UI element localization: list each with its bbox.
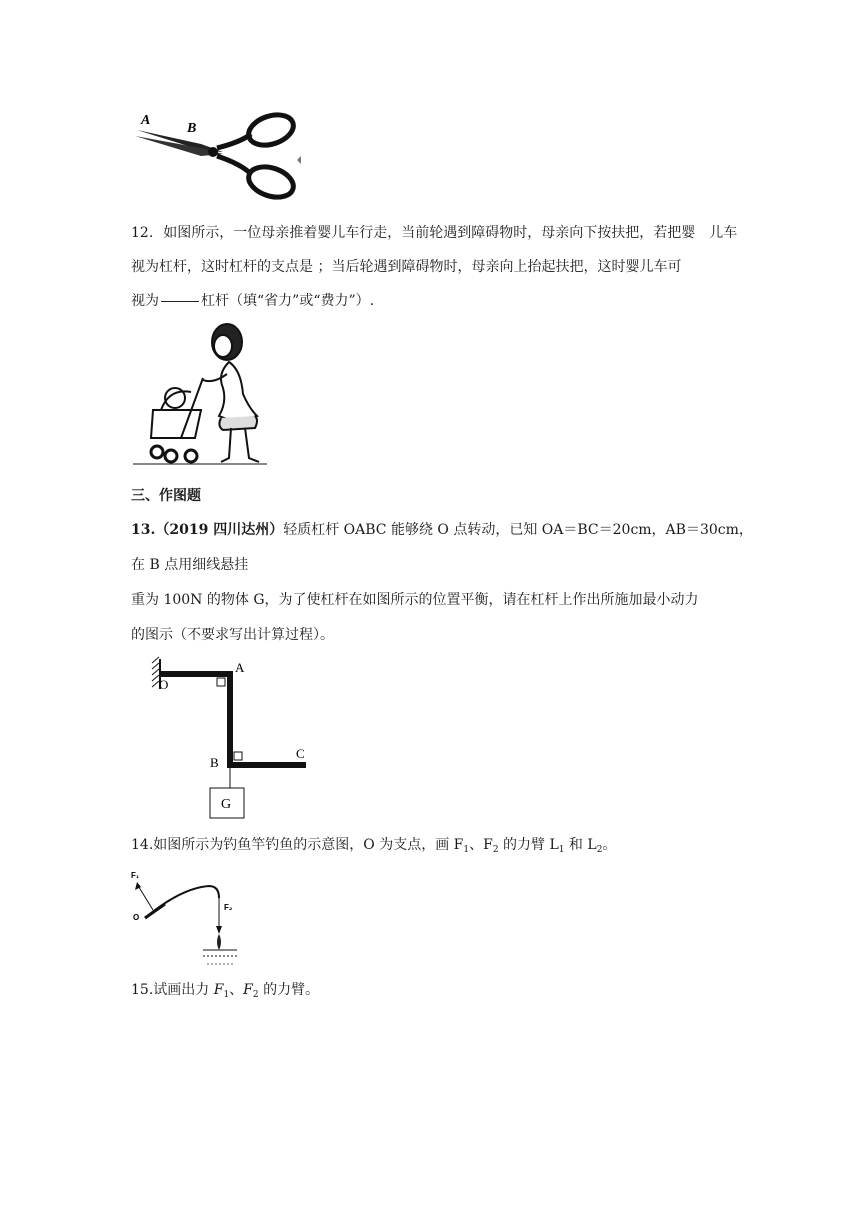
q14-number: 14. bbox=[131, 837, 154, 853]
scissors-handle-lower bbox=[217, 156, 251, 174]
q15-number: 15. bbox=[131, 982, 154, 998]
q15-line-1: 15.试画出力 $F_1$、$F_2$ 的力臂。 bbox=[131, 982, 320, 1000]
stroller-wheel-front bbox=[151, 446, 163, 458]
q14-line-1: 14.如图所示为钓鱼竿钓鱼的示意图，O 为支点，画 $F_1$、$F_2$ 的力臂 $L_1$ 和 $L_2$。 bbox=[131, 837, 617, 855]
question-15 bbox=[131, 973, 731, 1012]
weight-g-label: G bbox=[221, 797, 232, 812]
lever-oabc bbox=[160, 674, 306, 765]
q12-line-2: 视为杠杆，这时杠杆的支点是 ；当后轮遇到障碍物时，母亲向上抬起扶把，这时婴儿车可 bbox=[131, 259, 682, 275]
q12-line-1: 12. 如图所示，一位母亲推着婴儿车行走，当前轮遇到障碍物时，母亲向下按扶把，若把婴 儿车 bbox=[131, 216, 731, 250]
mother-stroller-figure bbox=[131, 318, 271, 470]
q13-number: 13 bbox=[131, 522, 151, 538]
scissors-pivot bbox=[208, 147, 218, 157]
section-heading: 三、作图题 bbox=[131, 488, 201, 504]
question-13 bbox=[131, 513, 753, 653]
stroller-wheel-mid bbox=[165, 450, 177, 462]
scissors-label-b: B bbox=[187, 121, 197, 136]
force-f1-label: F₁ bbox=[131, 871, 140, 880]
stroller-wheel-back bbox=[185, 450, 197, 462]
question-12 bbox=[131, 216, 738, 318]
point-b-label: B bbox=[210, 755, 219, 770]
q13-line-1: 13.（2019 四川达州）轻质杠杆 OABC 能够绕 O 点转动，已知 OA＝BC＝20cm，AB＝30cm， bbox=[131, 522, 753, 538]
scissors-handle-upper bbox=[217, 134, 251, 148]
fish bbox=[217, 934, 221, 950]
q13-line-2: 在 B 点用细线悬挂 bbox=[131, 557, 249, 573]
fulcrum-o-label: O bbox=[133, 913, 140, 922]
point-c-label: C bbox=[296, 746, 305, 761]
force-f1-arrow bbox=[137, 884, 153, 910]
scissors-ring-lower bbox=[245, 162, 297, 203]
fishing-rod bbox=[145, 886, 219, 918]
q12-line-3: 视为 杠杆（填“省力”或“费力”）. bbox=[131, 293, 375, 309]
q13-line-4: 的图示（不要求写出计算过程）。 bbox=[131, 627, 334, 643]
scissors-label-a: A bbox=[141, 113, 151, 128]
force-f2-label: F₂ bbox=[224, 903, 233, 912]
question-14 bbox=[131, 828, 731, 867]
answer-blank[interactable] bbox=[161, 300, 199, 302]
point-a-label: A bbox=[235, 660, 245, 675]
q13-source: （2019 四川达州） bbox=[155, 522, 284, 538]
mother-body bbox=[219, 362, 257, 422]
q13-line-3: 重为 100N 的物体 G，为了使杠杆在如图所示的位置平衡，请在杠杆上作出所施加最小动力 bbox=[131, 592, 699, 608]
q12-number: 12. bbox=[131, 225, 154, 241]
fishing-rod-diagram bbox=[131, 868, 271, 968]
scissors-figure bbox=[131, 108, 311, 208]
point-o-label: O bbox=[159, 677, 169, 692]
scissors-ring-upper bbox=[245, 110, 297, 151]
lever-oabc-diagram bbox=[148, 655, 318, 823]
